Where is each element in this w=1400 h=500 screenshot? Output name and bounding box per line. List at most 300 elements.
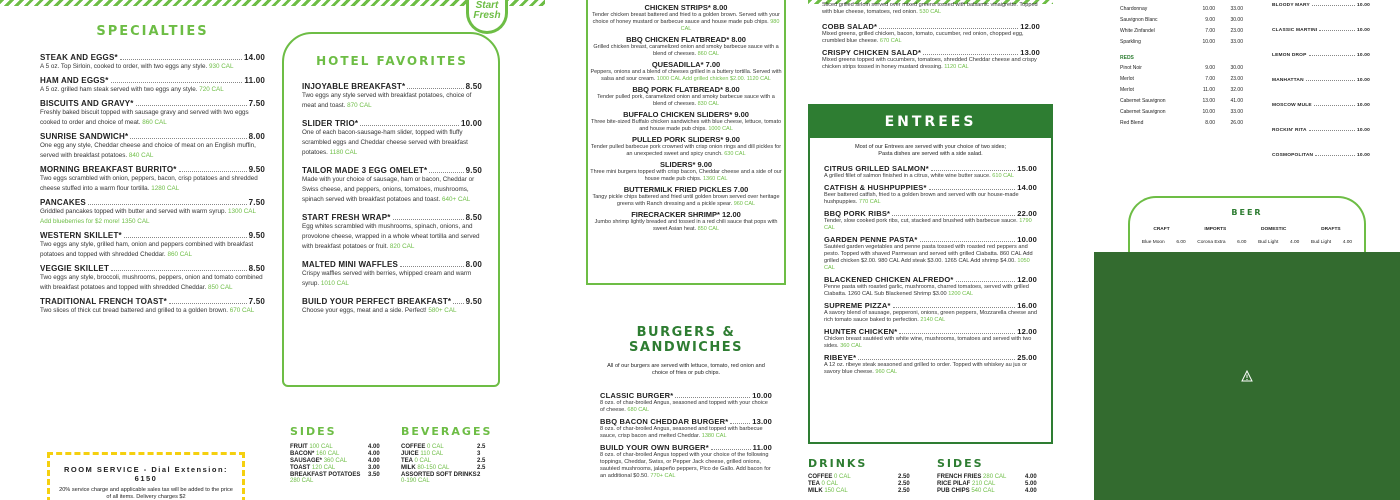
- appetizer-item: [590, 35, 782, 58]
- menu-item-cal: 720 CAL: [199, 86, 224, 93]
- wine-name: Cabernet Sauvignon: [1120, 109, 1166, 115]
- sides-left-section: [290, 425, 386, 485]
- room-service-box: [47, 452, 245, 500]
- reds-heading: REDS: [1120, 55, 1134, 61]
- specialties-list: [40, 53, 265, 316]
- salad-top-desc: Sliced grilled sirloin served over mixed greens tossed with balsamic vinaigrette. Topped with blue cheese, tomatoes, red onion. 530 CAL: [822, 2, 1038, 15]
- dot-leader: [920, 235, 1016, 242]
- menu-item-desc-text: 8 ozs. of char-broiled Angus, seasoned and topped with your choice of cheese.: [600, 400, 768, 413]
- side-item: [937, 488, 1053, 494]
- warning-icon: [1241, 370, 1253, 382]
- wine-name: Merlot: [1120, 87, 1134, 93]
- menu-item-cal: 850 CAL: [208, 284, 233, 291]
- side-item-label: [290, 451, 368, 457]
- dot-leader: [730, 417, 750, 424]
- menu-item-desc-text: Two eggs any style, broccoli, mushrooms, peppers, onion and tomato combined with breakfast potatoes and topped with shredded Cheddar.: [40, 274, 263, 291]
- wine-name: Red Blend: [1120, 120, 1144, 126]
- appetizers-list: [590, 3, 782, 235]
- beer-cell: 6.00: [1237, 240, 1247, 245]
- menu-item-header: [824, 235, 1037, 244]
- dot-leader: [120, 53, 242, 60]
- menu-item-desc: [302, 128, 482, 158]
- beer-cell: Bud Light: [1310, 240, 1332, 245]
- side-item-label: [290, 458, 368, 464]
- menu-item: [824, 235, 1037, 272]
- beer-col-header: IMPORTS: [1204, 227, 1227, 232]
- side-item: [808, 481, 926, 487]
- appetizer-desc: [590, 219, 782, 233]
- dot-leader: [179, 165, 247, 172]
- beverages-section: [401, 425, 493, 485]
- dot-leader: [88, 198, 247, 205]
- side-item: [401, 458, 493, 464]
- side-item: [290, 472, 386, 484]
- menu-item-cal: 1050 CAL: [824, 258, 1030, 271]
- menu-item-header: [40, 99, 265, 108]
- menu-item-desc-text: Penne pasta with roasted garlic, mushrooms, charred tomatoes, served with grilled Ciabatta. 1260 CAL Sub Blackened Shrimp $3.00: [824, 284, 1029, 297]
- menu-item: [302, 260, 482, 289]
- side-item-label: [937, 481, 1025, 487]
- appetizer-desc: [590, 69, 782, 83]
- beer-cell: 4.00: [1342, 240, 1353, 245]
- drinks-heading: DRINKS: [808, 457, 868, 470]
- wine-glass-price: 9.00: [1205, 65, 1215, 71]
- menu-item-cal: 1120 CAL: [944, 64, 969, 70]
- burgers-list: [586, 391, 786, 480]
- cocktail-row: [1272, 103, 1370, 108]
- appetizer-name: BBQ PORK FLATBREAD* 8.00: [632, 85, 740, 94]
- cocktail-name: ROCKIN' RITA: [1272, 128, 1307, 133]
- dot-leader: [1315, 153, 1355, 156]
- appetizer-desc-text: Three bite-sized Buffalo chicken sandwiches with blue cheese, lettuce, tomato and house made pub chips.: [590, 119, 782, 132]
- appetizer-desc-text: Tender chicken breast battered and fried to a golden brown. Served with your choice of honey mustard or barbecue sauce and house made pub chips.: [592, 12, 780, 25]
- menu-item-name: COBB SALAD*: [822, 22, 878, 31]
- menu-item-desc: [600, 400, 772, 414]
- side-item-name: TOAST: [290, 465, 311, 471]
- side-item-price: 2.50: [898, 488, 910, 494]
- menu-item-desc-text: Choose your eggs, meat and a side. Perfect!: [302, 307, 427, 314]
- menu-item-price: 8.50: [465, 82, 482, 91]
- dot-leader: [899, 327, 1015, 334]
- badge-line1: Start: [475, 0, 499, 11]
- specialties-section: [40, 0, 265, 500]
- wine-name: Pinot Noir: [1120, 65, 1142, 71]
- side-item-name: FRUIT: [290, 444, 308, 450]
- wine-name: Cabernet Sauvignon: [1120, 98, 1166, 104]
- menu-item-cal: 1790 CAL: [824, 218, 1032, 231]
- side-item-label: [401, 458, 477, 464]
- side-item-cal: 0 CAL: [414, 458, 432, 464]
- side-item: [808, 488, 926, 494]
- menu-item-name: WESTERN SKILLET*: [40, 231, 122, 240]
- menu-item-name: STEAK AND EGGS*: [40, 53, 118, 62]
- appetizer-desc-text: Jumbo shrimp lightly breaded and tossed in a red chili sauce that pops with sweet Asian heat.: [594, 219, 778, 232]
- dot-leader: [360, 119, 459, 126]
- sides-right-list: [937, 474, 1053, 494]
- side-item-label: [808, 474, 898, 480]
- dot-leader: [1309, 53, 1355, 56]
- side-item-label: [808, 488, 898, 494]
- menu-item-header: [40, 53, 265, 62]
- wine-name: Sparkling: [1120, 39, 1141, 45]
- side-item: [290, 465, 386, 471]
- side-item-price: 5.00: [1025, 481, 1037, 487]
- menu-item-desc-text: Two slices of thick cut bread battered and grilled to a golden brown.: [40, 307, 228, 314]
- menu-item-desc-text: A 5 oz. Top Sirloin, cooked to order, with two eggs any style.: [40, 63, 208, 70]
- dot-leader: [923, 48, 1018, 55]
- menu-item-desc-text: One egg any style, Cheddar cheese and choice of meat on an English muffin, served with breakfast potatoes.: [40, 142, 256, 159]
- dot-leader: [1314, 103, 1355, 106]
- menu-item-desc-text: Two eggs any style, grilled ham, onion and peppers combined with breakfast potatoes and topped with shredded Cheddar.: [40, 241, 254, 258]
- appetizer-cal: 1000 CAL: [708, 126, 733, 132]
- side-item-name: PUB CHIPS: [937, 488, 970, 494]
- burgers-section: [586, 325, 786, 483]
- menu-item-cal: 930 CAL: [208, 63, 234, 70]
- cocktail-price: 10.00: [1356, 128, 1370, 133]
- dot-leader: [956, 275, 1016, 282]
- menu-item-price: 8.50: [465, 213, 482, 222]
- hotel-favorites-list: [302, 82, 482, 316]
- room-service-note: 20% service charge and applicable sales tax will be added to the price of all items. Delivery charges $2: [59, 487, 233, 500]
- menu-item: [302, 297, 482, 316]
- wine-bottle-price: 26.00: [1230, 120, 1243, 126]
- wine-bottle-price: 32.00: [1230, 87, 1243, 93]
- wine-bottle-price: 23.00: [1230, 28, 1243, 34]
- menu-item-cal: 640+ CAL: [442, 196, 471, 203]
- menu-item-desc: [824, 218, 1037, 232]
- menu-item: [824, 353, 1037, 376]
- menu-item-price: 13.00: [1020, 48, 1040, 57]
- appetizer-item: [590, 110, 782, 133]
- menu-item-desc: [824, 192, 1037, 206]
- menu-item-cal: 2140 CAL: [920, 317, 946, 323]
- menu-item: [302, 119, 482, 158]
- cocktail-row: [1272, 28, 1370, 33]
- side-item-name: JUICE: [401, 451, 419, 457]
- dot-leader: [711, 443, 751, 450]
- appetizer-cal: 960 CAL: [733, 201, 756, 207]
- menu-item: [302, 213, 482, 252]
- menu-item-desc-text: Tender, slow cooked pork ribs, cut, stacked and brushed with barbecue sauce.: [824, 218, 1018, 224]
- cocktail-name: LEMON DROP: [1272, 53, 1307, 58]
- menu-item-header: [824, 353, 1037, 362]
- side-item-name: COFFEE: [808, 474, 833, 480]
- menu-item-desc: [40, 207, 265, 227]
- menu-item-header: [600, 391, 772, 400]
- beer-cell: Bud Light: [1258, 240, 1279, 245]
- menu-item-desc-text: 8 ozs. of char-broiled Angus topped with your choice of the following toppings, Cheddar, Swiss, or Pepper Jack cheese, grilled onions, sautéed mushrooms, jalapeño peppers, Pico de Gallo. Add bacon for an additional $0.50.: [600, 452, 771, 479]
- appetizer-desc: [590, 119, 782, 133]
- dot-leader: [929, 183, 1016, 190]
- menu-item-desc-text: Crispy waffles served with berries, whipped cream and warm syrup.: [302, 270, 472, 287]
- menu-item: [302, 166, 482, 205]
- menu-item-cal: 1180 CAL: [329, 149, 358, 156]
- menu-item-price: 7.50: [248, 198, 265, 207]
- cocktail-row: [1272, 3, 1370, 8]
- menu-item-cal: 1010 CAL: [320, 280, 349, 287]
- menu-item-price: 11.00: [752, 443, 772, 452]
- beer-col-header: DOMESTIC: [1261, 227, 1287, 232]
- menu-item-desc-text: Made with your choice of sausage, ham or bacon, Cheddar or Swiss cheese, and peppers, onions, tomatoes, mushrooms, spinach served with breakfast potatoes and toast.: [302, 176, 475, 203]
- menu-item-name: BBQ BACON CHEDDAR BURGER*: [600, 417, 729, 426]
- menu-item: [824, 301, 1037, 324]
- entrees-heading: ENTREES: [810, 106, 1051, 138]
- appetizer-desc: [590, 144, 782, 158]
- side-item-cal: 0 CAL: [821, 481, 839, 487]
- dot-leader: [879, 22, 1018, 29]
- menu-item-price: 8.50: [248, 264, 265, 273]
- cocktail-row: [1272, 153, 1370, 158]
- menu-item-price: 9.50: [248, 165, 265, 174]
- menu-item-desc: [822, 31, 1040, 45]
- appetizer-name: CHICKEN STRIPS* 8.00: [644, 3, 728, 12]
- side-item-price: 4.00: [368, 458, 380, 464]
- sides-left-list: [290, 444, 386, 484]
- menu-item-desc: [824, 336, 1037, 350]
- dot-leader: [858, 353, 1015, 360]
- side-item-price: 4.00: [1025, 474, 1037, 480]
- menu-item-desc: [600, 452, 772, 480]
- side-item-price: 2.5: [477, 465, 486, 471]
- dot-leader: [1319, 28, 1355, 31]
- side-item-label: [401, 465, 477, 471]
- dot-leader: [675, 391, 750, 398]
- wine-glass-price: 9.00: [1205, 17, 1215, 23]
- menu-item-header: [600, 417, 772, 426]
- side-item-name: BREAKFAST POTATOES: [290, 472, 361, 478]
- menu-item-name: BBQ PORK RIBS*: [824, 209, 891, 218]
- side-item-price: 2.5: [477, 444, 486, 450]
- appetizer-cal: 630 CAL: [724, 151, 746, 157]
- menu-item-header: [824, 301, 1037, 310]
- cocktail-name: MOSCOW MULE: [1272, 103, 1312, 108]
- menu-item-header: [40, 165, 265, 174]
- side-item-price: 2: [477, 472, 481, 478]
- wine-name: Sauvignon Blanc: [1120, 17, 1158, 23]
- menu-item-price: 10.00: [1017, 235, 1037, 244]
- dot-leader: [393, 213, 464, 220]
- appetizer-desc: [590, 44, 782, 58]
- menu-item-desc-text: Griddled pancakes topped with butter and served with warm syrup.: [40, 208, 227, 215]
- cocktail-row: [1272, 53, 1370, 58]
- side-item-price: 2.50: [898, 474, 910, 480]
- dot-leader: [400, 260, 464, 267]
- menu-item: [40, 198, 265, 227]
- side-item-cal: 280 CAL: [290, 478, 314, 484]
- side-item-cal: 280 CAL: [983, 474, 1007, 480]
- menu-item-price: 12.00: [1020, 22, 1040, 31]
- burgers-heading: BURGERS & SANDWICHES: [629, 325, 743, 355]
- menu-item-desc-text: 8 ozs. of char-broiled Angus, seasoned and topped with barbecue sauce, crisp bacon and melted Cheddar.: [600, 426, 763, 439]
- menu-item-header: [302, 82, 482, 91]
- menu-item-name: GARDEN PENNE PASTA*: [824, 235, 918, 244]
- side-item-name: FRENCH FRIES: [937, 474, 982, 480]
- menu-item-name: CLASSIC BURGER*: [600, 391, 674, 400]
- entrees-intro: Most of our Entrees are served with your choice of two sides; Pasta dishes are served with a side salad.: [854, 144, 1007, 157]
- menu-item-desc-text: Chicken breast sautéed with white wine, mushrooms, tomatoes and served with two sides.: [824, 336, 1032, 349]
- side-item-cal: 210 CAL: [972, 481, 996, 487]
- sides-left-heading: SIDES: [290, 425, 337, 438]
- menu-item-cal: 1300 CAL Add blueberries for $2 more! 1350 CAL: [40, 208, 256, 225]
- side-item-label: [401, 451, 477, 457]
- cocktail-name: COSMOPOLITAN: [1272, 153, 1314, 158]
- wine-glass-price: 7.00: [1205, 76, 1215, 82]
- salads-section: [822, 2, 1040, 74]
- beer-cell: Corona Extra: [1197, 240, 1226, 245]
- menu-item-header: [40, 264, 265, 273]
- menu-item-desc-text: One of each bacon-sausage-ham slider, topped with fluffy scrambled eggs and Cheddar cheese served with breakfast potatoes.: [302, 129, 468, 156]
- side-item-cal: 540 CAL: [971, 488, 995, 494]
- side-item-label: [290, 465, 368, 471]
- menu-item-cal: 840 CAL: [128, 152, 154, 159]
- beer-row: [1130, 240, 1364, 245]
- menu-item: [822, 48, 1040, 71]
- menu-item-desc: [824, 244, 1037, 272]
- menu-item-cal: 860 CAL: [167, 251, 192, 258]
- cocktail-price: 10.00: [1356, 28, 1370, 33]
- side-item-price: 3.00: [368, 465, 380, 471]
- side-item-name: RICE PILAF: [937, 481, 971, 487]
- menu-item-header: [40, 132, 265, 141]
- dot-leader: [136, 99, 247, 106]
- beer-box: [1128, 196, 1366, 252]
- beer-col-header: DRAFTS: [1321, 227, 1341, 232]
- wine-glass-price: 10.00: [1202, 39, 1215, 45]
- specialties-heading: SPECIALTIES: [96, 24, 209, 39]
- wine-bottle-price: 33.00: [1230, 109, 1243, 115]
- menu-item-header: [824, 164, 1037, 173]
- entrees-list: [810, 164, 1051, 376]
- menu-item: [824, 327, 1037, 350]
- menu-item-header: [824, 275, 1037, 284]
- room-service-title: ROOM SERVICE - Dial Extension: 6150: [63, 465, 229, 483]
- menu-item: [40, 264, 265, 293]
- side-item-label: [401, 472, 477, 484]
- menu-item-name: BLACKENED CHICKEN ALFREDO*: [824, 275, 954, 284]
- menu-item-desc: [40, 306, 265, 316]
- appetizer-item: [590, 60, 782, 83]
- menu-item-desc: [302, 269, 482, 289]
- beer-heading: BEER: [1231, 208, 1263, 217]
- menu-item-desc-text: Two eggs scrambled with onion, peppers, bacon, crisp potatoes and shredded cheese stuffed into a warm flour tortilla.: [40, 175, 258, 192]
- dot-leader: [111, 264, 247, 271]
- menu-item-name: TAILOR MADE 3 EGG OMELET*: [302, 166, 428, 175]
- appetizer-desc: [590, 169, 782, 183]
- menu-item-name: BUILD YOUR OWN BURGER*: [600, 443, 709, 452]
- wine-name: Chardonnay: [1120, 6, 1148, 12]
- menu-item-name: RIBEYE*: [824, 353, 857, 362]
- burgers-intro: All of our burgers are served with lettuce, tomato, red onion and choice of fries or pub chips.: [607, 363, 765, 376]
- dot-leader: [1312, 3, 1355, 6]
- appetizer-name: QUESADILLA* 7.00: [651, 60, 721, 69]
- beer-cell: 4.00: [1289, 240, 1300, 245]
- wine-glass-price: 11.00: [1202, 87, 1215, 93]
- menu-item-name: PANCAKES: [40, 198, 86, 207]
- menu-item-cal: 1280 CAL: [151, 185, 180, 192]
- menu-item-desc-text: A grilled fillet of salmon finished in a citrus, white wine butter sauce.: [824, 173, 991, 179]
- appetizer-item: [590, 210, 782, 233]
- appetizer-desc-text: Peppers, onions and a blend of cheeses grilled in a buttery tortilla. Served with salsa and sour cream.: [590, 69, 782, 82]
- side-item-price: 4.00: [368, 451, 380, 457]
- appetizer-item: [590, 85, 782, 108]
- menu-item-desc-text: Two eggs any style served with breakfast potatoes, choice of meat and toast.: [302, 92, 472, 109]
- cocktail-row: [1272, 78, 1370, 83]
- side-item: [937, 481, 1053, 487]
- cocktail-price: 10.00: [1356, 103, 1370, 108]
- appetizer-item: [590, 185, 782, 208]
- cocktail-name: BLOODY MARY: [1272, 3, 1310, 8]
- side-item-label: [937, 474, 1025, 480]
- appetizer-desc: [590, 194, 782, 208]
- side-item-name: MILK: [808, 488, 823, 494]
- side-item-label: [290, 444, 368, 450]
- side-item-name: TEA: [401, 458, 413, 464]
- menu-item: [40, 132, 265, 161]
- menu-item-desc: [824, 284, 1037, 298]
- menu-item-price: 12.00: [1017, 275, 1037, 284]
- menu-item-price: 9.50: [465, 166, 482, 175]
- side-item-cal: 0-190 CAL: [401, 478, 430, 484]
- wine-bottle-price: 41.00: [1230, 98, 1243, 104]
- menu-item-header: [302, 260, 482, 269]
- menu-item-header: [824, 209, 1037, 218]
- dot-leader: [453, 297, 463, 304]
- menu-item-desc: [40, 141, 265, 161]
- side-item: [937, 474, 1053, 480]
- cocktail-price: 10.00: [1356, 78, 1370, 83]
- menu-item: [600, 391, 772, 414]
- side-item-price: 4.00: [368, 444, 380, 450]
- menu-item-price: 10.00: [752, 391, 772, 400]
- menu-item-desc: [40, 273, 265, 293]
- menu-item-price: 9.50: [248, 231, 265, 240]
- wine-glass-price: 7.00: [1205, 28, 1215, 34]
- side-item-label: [808, 481, 898, 487]
- side-item-cal: 0 CAL: [834, 474, 851, 480]
- menu-item-desc: [40, 85, 265, 95]
- menu-item-desc: [824, 310, 1037, 324]
- wine-bottle-price: 33.00: [1230, 6, 1243, 12]
- side-item-cal: 0 CAL: [427, 444, 444, 450]
- dot-leader: [169, 297, 247, 304]
- appetizer-name: SLIDERS* 9.00: [659, 160, 713, 169]
- wine-name: White Zinfandel: [1120, 28, 1155, 34]
- appetizer-cal: 980 CAL: [680, 19, 780, 32]
- dot-leader: [130, 132, 246, 139]
- side-item: [401, 444, 493, 450]
- dot-leader: [124, 231, 247, 238]
- menu-item-desc: [302, 175, 482, 205]
- menu-item-price: 14.00: [243, 53, 265, 62]
- badge-line2: Fresh: [473, 10, 501, 21]
- menu-item-desc: [40, 174, 265, 194]
- side-item-price: 3.50: [368, 472, 380, 478]
- beer-cell: 6.00: [1176, 240, 1186, 245]
- appetizer-name: FIRECRACKER SHRIMP* 12.00: [631, 210, 741, 219]
- appetizer-name: BUFFALO CHICKEN SLIDERS* 9.00: [623, 110, 749, 119]
- menu-item-cal: 770+ CAL: [650, 473, 676, 479]
- menu-item-desc: [302, 91, 482, 111]
- dot-leader: [111, 76, 243, 83]
- dot-leader: [407, 82, 463, 89]
- hotel-favorites-box: [282, 32, 500, 387]
- menu-item-desc: [824, 173, 1037, 180]
- appetizer-desc-text: Grilled chicken breast, caramelized onion and smoky barbecue sauce with a blend of cheeses.: [593, 44, 779, 57]
- menu-item: [40, 165, 265, 194]
- cocktail-price: 10.00: [1356, 153, 1370, 158]
- menu-item-header: [822, 22, 1040, 31]
- appetizer-item: [590, 3, 782, 33]
